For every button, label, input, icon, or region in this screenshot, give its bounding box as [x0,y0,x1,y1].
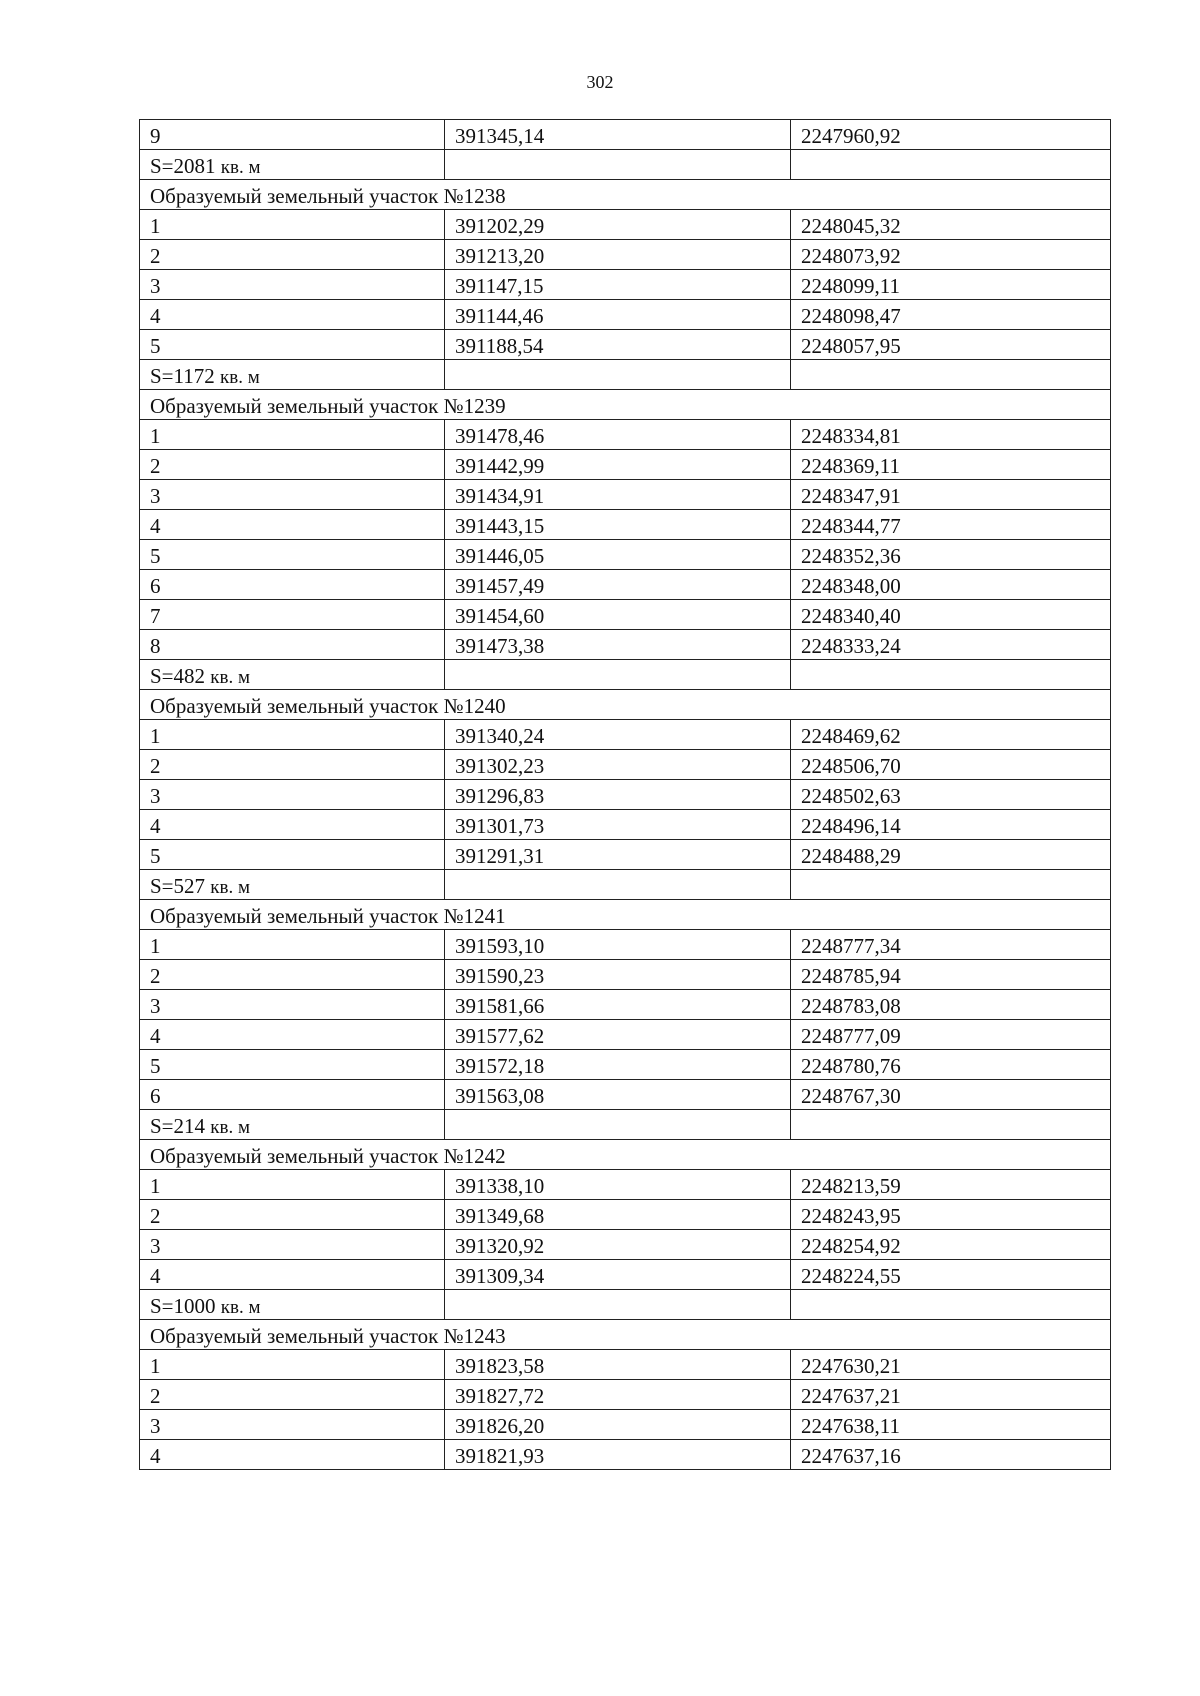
section-header-row [140,900,1111,930]
empty-cell [445,1290,791,1320]
x-coordinate-cell [445,990,791,1020]
land-plot-heading: Образуемый земельный участок №1242 [150,1144,506,1168]
x-coordinate-text: 391188,54 [455,334,544,358]
empty-cell [791,1110,1111,1140]
empty-cell [445,870,791,900]
point-number-text: 2 [150,244,161,268]
land-plot-heading-cell [140,180,1111,210]
point-number-cell [140,990,445,1020]
point-number-text: 4 [150,304,161,328]
point-number-cell [140,810,445,840]
area-row [140,360,1111,390]
point-number-text: 8 [150,634,161,658]
land-plot-heading: Образуемый земельный участок №1240 [150,694,506,718]
point-number-text: 3 [150,274,161,298]
coordinates-table [139,119,1111,1470]
y-coordinate-cell [791,840,1111,870]
x-coordinate-cell [445,1230,791,1260]
area-unit: кв. м [210,877,251,898]
area-value: S=1172 [150,364,215,388]
area-row [140,1290,1111,1320]
point-number-cell [140,120,445,150]
area-row [140,1110,1111,1140]
y-coordinate-text: 2248243,95 [801,1204,901,1228]
table-row [140,840,1111,870]
section-header-row [140,390,1111,420]
area-cell [140,660,445,690]
point-number-text: 4 [150,514,161,538]
y-coordinate-cell [791,570,1111,600]
y-coordinate-text: 2247638,11 [801,1414,900,1438]
y-coordinate-cell [791,780,1111,810]
point-number-text: 1 [150,934,161,958]
area-row [140,150,1111,180]
point-number-text: 5 [150,334,161,358]
point-number-cell [140,1050,445,1080]
y-coordinate-text: 2248213,59 [801,1174,901,1198]
point-number-cell [140,270,445,300]
land-plot-heading-cell [140,1140,1111,1170]
y-coordinate-cell [791,810,1111,840]
area-row [140,870,1111,900]
y-coordinate-text: 2248469,62 [801,724,901,748]
table-row [140,420,1111,450]
area-value: S=2081 [150,154,216,178]
point-number-cell [140,450,445,480]
area-unit: кв. м [210,667,251,688]
x-coordinate-text: 391434,91 [455,484,545,508]
x-coordinate-cell [445,750,791,780]
table-row [140,780,1111,810]
x-coordinate-text: 391446,05 [455,544,545,568]
y-coordinate-cell [791,600,1111,630]
area-cell [140,1110,445,1140]
x-coordinate-text: 391577,62 [455,1024,545,1048]
x-coordinate-text: 391301,73 [455,814,545,838]
point-number-text: 6 [150,574,161,598]
section-header-row [140,180,1111,210]
section-header-row [140,1320,1111,1350]
y-coordinate-text: 2247637,16 [801,1444,901,1468]
point-number-cell [140,1200,445,1230]
x-coordinate-text: 391593,10 [455,934,545,958]
x-coordinate-text: 391478,46 [455,424,545,448]
y-coordinate-text: 2248783,08 [801,994,901,1018]
x-coordinate-text: 391147,15 [455,274,544,298]
point-number-text: 3 [150,994,161,1018]
y-coordinate-text: 2248488,29 [801,844,901,868]
x-coordinate-text: 391442,99 [455,454,545,478]
x-coordinate-cell [445,120,791,150]
point-number-cell [140,840,445,870]
land-plot-heading: Образуемый земельный участок №1238 [150,184,506,208]
point-number-cell [140,1260,445,1290]
x-coordinate-cell [445,780,791,810]
table-row [140,570,1111,600]
point-number-cell [140,1170,445,1200]
y-coordinate-cell [791,210,1111,240]
x-coordinate-cell [445,600,791,630]
point-number-text: 3 [150,1234,161,1258]
point-number-cell [140,1230,445,1260]
point-number-text: 1 [150,1174,161,1198]
x-coordinate-text: 391340,24 [455,724,545,748]
x-coordinate-text: 391826,20 [455,1414,545,1438]
x-coordinate-cell [445,1050,791,1080]
empty-cell [791,360,1111,390]
table-row [140,1260,1111,1290]
table-row [140,930,1111,960]
area-unit: кв. м [220,157,261,178]
x-coordinate-text: 391563,08 [455,1084,545,1108]
x-coordinate-text: 391202,29 [455,214,545,238]
x-coordinate-cell [445,630,791,660]
x-coordinate-cell [445,420,791,450]
point-number-text: 2 [150,454,161,478]
y-coordinate-cell [791,1350,1111,1380]
x-coordinate-cell [445,1260,791,1290]
area-cell [140,360,445,390]
area-value: S=1000 [150,1294,216,1318]
point-number-text: 2 [150,1384,161,1408]
point-number-cell [140,960,445,990]
point-number-text: 3 [150,484,161,508]
y-coordinate-cell [791,1440,1111,1470]
y-coordinate-text: 2248333,24 [801,634,901,658]
x-coordinate-cell [445,1410,791,1440]
x-coordinate-cell [445,1440,791,1470]
y-coordinate-text: 2248777,34 [801,934,901,958]
table-row [140,270,1111,300]
x-coordinate-cell [445,450,791,480]
table-row [140,960,1111,990]
area-cell [140,870,445,900]
empty-cell [445,360,791,390]
y-coordinate-text: 2248098,47 [801,304,901,328]
x-coordinate-cell [445,810,791,840]
point-number-cell [140,930,445,960]
table-row [140,1230,1111,1260]
x-coordinate-text: 391590,23 [455,964,545,988]
area-value: S=482 [150,664,206,688]
table-row [140,240,1111,270]
x-coordinate-cell [445,570,791,600]
coordinates-table-body [140,120,1111,1470]
empty-cell [791,150,1111,180]
point-number-cell [140,420,445,450]
point-number-cell [140,1410,445,1440]
area-row [140,660,1111,690]
point-number-cell [140,1380,445,1410]
table-row [140,510,1111,540]
y-coordinate-text: 2248352,36 [801,544,901,568]
table-row [140,720,1111,750]
section-header-row [140,1140,1111,1170]
point-number-text: 5 [150,544,161,568]
area-cell [140,150,445,180]
y-coordinate-cell [791,480,1111,510]
y-coordinate-text: 2248777,09 [801,1024,901,1048]
point-number-text: 6 [150,1084,161,1108]
y-coordinate-text: 2248369,11 [801,454,900,478]
page-number: 302 [586,72,614,92]
y-coordinate-text: 2248344,77 [801,514,901,538]
point-number-text: 2 [150,964,161,988]
table-row [140,1440,1111,1470]
area-cell [140,1290,445,1320]
y-coordinate-text: 2248780,76 [801,1054,901,1078]
x-coordinate-cell [445,960,791,990]
y-coordinate-cell [791,1410,1111,1440]
table-row [140,450,1111,480]
table-row [140,1170,1111,1200]
point-number-cell [140,1350,445,1380]
y-coordinate-cell [791,240,1111,270]
x-coordinate-cell [445,1380,791,1410]
table-row [140,1020,1111,1050]
x-coordinate-text: 391443,15 [455,514,545,538]
point-number-text: 4 [150,1264,161,1288]
y-coordinate-cell [791,990,1111,1020]
point-number-cell [140,720,445,750]
x-coordinate-cell [445,480,791,510]
land-plot-heading-cell [140,390,1111,420]
y-coordinate-cell [791,1260,1111,1290]
x-coordinate-cell [445,240,791,270]
y-coordinate-cell [791,960,1111,990]
y-coordinate-text: 2248099,11 [801,274,900,298]
point-number-cell [140,540,445,570]
point-number-cell [140,750,445,780]
point-number-text: 9 [150,124,161,148]
point-number-cell [140,300,445,330]
x-coordinate-text: 391338,10 [455,1174,545,1198]
point-number-cell [140,780,445,810]
table-row [140,630,1111,660]
y-coordinate-text: 2248224,55 [801,1264,901,1288]
x-coordinate-text: 391345,14 [455,124,545,148]
table-row [140,1200,1111,1230]
y-coordinate-text: 2248057,95 [801,334,901,358]
point-number-cell [140,210,445,240]
y-coordinate-text: 2248334,81 [801,424,901,448]
x-coordinate-cell [445,720,791,750]
y-coordinate-cell [791,1230,1111,1260]
y-coordinate-text: 2248073,92 [801,244,901,268]
y-coordinate-cell [791,450,1111,480]
point-number-cell [140,480,445,510]
point-number-text: 7 [150,604,161,628]
y-coordinate-cell [791,1080,1111,1110]
point-number-cell [140,1440,445,1470]
land-plot-heading: Образуемый земельный участок №1241 [150,904,506,928]
x-coordinate-text: 391320,92 [455,1234,545,1258]
x-coordinate-cell [445,930,791,960]
y-coordinate-text: 2248785,94 [801,964,901,988]
y-coordinate-text: 2248045,32 [801,214,901,238]
y-coordinate-text: 2248496,14 [801,814,901,838]
y-coordinate-text: 2247630,21 [801,1354,901,1378]
point-number-text: 1 [150,724,161,748]
x-coordinate-text: 391309,34 [455,1264,545,1288]
land-plot-heading-cell [140,1320,1111,1350]
y-coordinate-cell [791,1050,1111,1080]
table-row [140,480,1111,510]
x-coordinate-text: 391291,31 [455,844,545,868]
empty-cell [445,1110,791,1140]
point-number-cell [140,240,445,270]
y-coordinate-cell [791,750,1111,780]
table-row [140,600,1111,630]
x-coordinate-text: 391827,72 [455,1384,545,1408]
land-plot-heading-cell [140,690,1111,720]
y-coordinate-text: 2248767,30 [801,1084,901,1108]
land-plot-heading-cell [140,900,1111,930]
point-number-text: 3 [150,784,161,808]
table-row [140,1350,1111,1380]
x-coordinate-text: 391296,83 [455,784,545,808]
table-row [140,120,1111,150]
y-coordinate-cell [791,1170,1111,1200]
x-coordinate-text: 391457,49 [455,574,545,598]
x-coordinate-cell [445,840,791,870]
x-coordinate-text: 391144,46 [455,304,544,328]
x-coordinate-cell [445,300,791,330]
y-coordinate-cell [791,1200,1111,1230]
y-coordinate-cell [791,330,1111,360]
table-row [140,540,1111,570]
point-number-cell [140,630,445,660]
x-coordinate-cell [445,210,791,240]
point-number-cell [140,330,445,360]
y-coordinate-text: 2247637,21 [801,1384,901,1408]
point-number-text: 2 [150,754,161,778]
point-number-cell [140,1080,445,1110]
table-row [140,330,1111,360]
empty-cell [791,660,1111,690]
point-number-cell [140,510,445,540]
point-number-text: 1 [150,214,161,238]
x-coordinate-text: 391302,23 [455,754,545,778]
table-row [140,210,1111,240]
x-coordinate-cell [445,270,791,300]
table-row [140,810,1111,840]
point-number-text: 1 [150,1354,161,1378]
y-coordinate-cell [791,720,1111,750]
x-coordinate-cell [445,1080,791,1110]
y-coordinate-cell [791,630,1111,660]
point-number-text: 4 [150,814,161,838]
y-coordinate-text: 2248348,00 [801,574,901,598]
x-coordinate-cell [445,1170,791,1200]
y-coordinate-cell [791,120,1111,150]
x-coordinate-text: 391213,20 [455,244,545,268]
y-coordinate-text: 2248340,40 [801,604,901,628]
table-row [140,1410,1111,1440]
area-value: S=214 [150,1114,206,1138]
x-coordinate-cell [445,1020,791,1050]
x-coordinate-cell [445,1200,791,1230]
area-unit: кв. м [220,367,260,388]
point-number-text: 4 [150,1024,161,1048]
table-row [140,990,1111,1020]
empty-cell [791,870,1111,900]
y-coordinate-cell [791,510,1111,540]
x-coordinate-text: 391473,38 [455,634,545,658]
x-coordinate-cell [445,1350,791,1380]
x-coordinate-text: 391581,66 [455,994,545,1018]
point-number-text: 4 [150,1444,161,1468]
y-coordinate-text: 2247960,92 [801,124,901,148]
x-coordinate-text: 391572,18 [455,1054,545,1078]
table-row [140,1080,1111,1110]
empty-cell [791,1290,1111,1320]
land-plot-heading: Образуемый земельный участок №1239 [150,394,506,418]
x-coordinate-text: 391349,68 [455,1204,545,1228]
area-value: S=527 [150,874,206,898]
table-row [140,750,1111,780]
empty-cell [445,150,791,180]
point-number-cell [140,570,445,600]
y-coordinate-cell [791,420,1111,450]
x-coordinate-text: 391823,58 [455,1354,545,1378]
area-unit: кв. м [220,1297,261,1318]
land-plot-heading: Образуемый земельный участок №1243 [150,1324,506,1348]
x-coordinate-text: 391454,60 [455,604,545,628]
y-coordinate-cell [791,540,1111,570]
point-number-cell [140,600,445,630]
y-coordinate-text: 2248254,92 [801,1234,901,1258]
y-coordinate-cell [791,1020,1111,1050]
y-coordinate-cell [791,930,1111,960]
y-coordinate-text: 2248502,63 [801,784,901,808]
x-coordinate-cell [445,540,791,570]
point-number-text: 5 [150,1054,161,1078]
point-number-text: 5 [150,844,161,868]
y-coordinate-text: 2248347,91 [801,484,901,508]
x-coordinate-cell [445,510,791,540]
y-coordinate-text: 2248506,70 [801,754,901,778]
x-coordinate-cell [445,330,791,360]
table-row [140,1380,1111,1410]
point-number-text: 2 [150,1204,161,1228]
y-coordinate-cell [791,300,1111,330]
point-number-cell [140,1020,445,1050]
empty-cell [445,660,791,690]
point-number-text: 3 [150,1414,161,1438]
y-coordinate-cell [791,1380,1111,1410]
x-coordinate-text: 391821,93 [455,1444,545,1468]
section-header-row [140,690,1111,720]
point-number-text: 1 [150,424,161,448]
y-coordinate-cell [791,270,1111,300]
table-row [140,1050,1111,1080]
area-unit: кв. м [210,1117,251,1138]
table-row [140,300,1111,330]
